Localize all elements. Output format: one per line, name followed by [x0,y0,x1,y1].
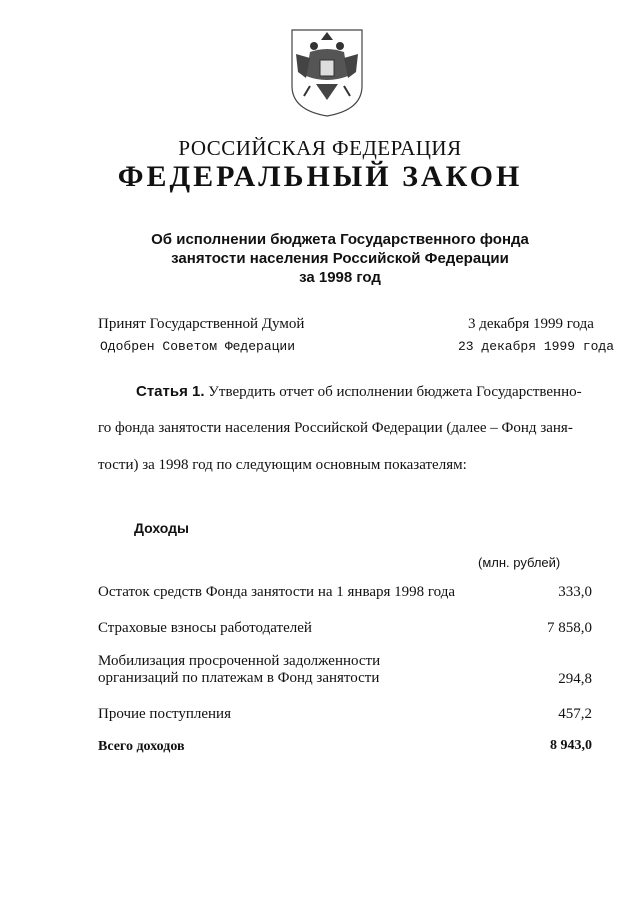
income-row-label: Прочие поступления [98,706,231,722]
law-title-line: за 1998 год [299,269,381,286]
article-text: Утвердить отчет об исполнении бюджета Государственно- [208,384,582,400]
income-row-value: 333,0 [558,584,592,600]
adoption-duma-date: 3 декабря 1999 года [468,316,594,332]
law-title-line: занятости населения Российской Федерации [171,250,509,267]
law-title [100,230,580,287]
article-label: Статья 1. [136,383,205,400]
income-row-label: Страховые взносы работодателей [98,620,312,636]
income-heading: Доходы [134,520,189,536]
article-line [136,383,616,401]
double-headed-eagle-icon [288,26,366,118]
adoption-council-date: 23 декабря 1999 года [458,339,615,354]
law-title-line: Об исполнении бюджета Государственного фонда [151,231,529,248]
income-row-label: Остаток средств Фонда занятости на 1 января 1998 года [98,584,456,600]
article-line: тости) за 1998 год по следующим основным показателям: [98,457,467,473]
law-type-heading: ФЕДЕРАЛЬНЫЙ ЗАКОН [117,160,523,193]
country-name: РОССИЙСКАЯ ФЕДЕРАЦИЯ [178,136,462,160]
income-row-value: 7 858,0 [547,620,592,636]
coat-of-arms-emblem [288,26,366,118]
income-row-label: Мобилизация просроченной задолженности организаций по платежам в Фонд занятости [98,653,381,686]
income-row-value: 457,2 [558,706,592,722]
income-row-value: 294,8 [558,671,592,687]
article-line: го фонда занятости населения Российской Федерации (далее – Фонд заня- [98,420,573,436]
unit-label: (млн. рублей) [478,555,561,570]
adoption-council-label: Одобрен Советом Федерации [100,339,296,354]
adoption-duma-label: Принят Государственной Думой [98,316,305,332]
income-total-label: Всего доходов [98,739,185,754]
income-total-value: 8 943,0 [550,738,592,753]
